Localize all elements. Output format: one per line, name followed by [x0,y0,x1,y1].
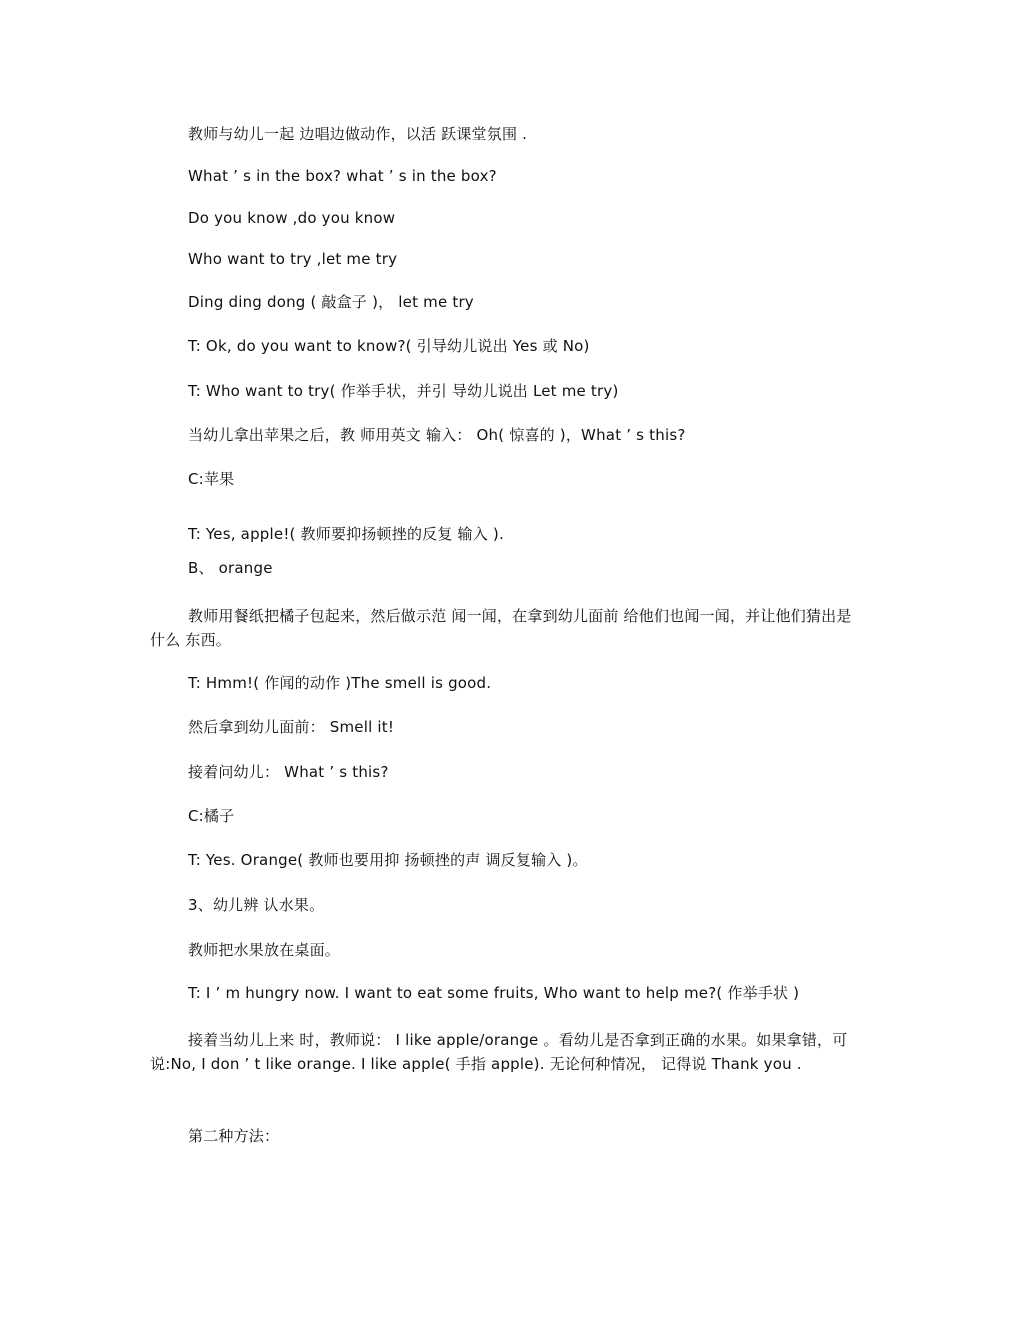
text-line: 接着问幼儿： What ’ s this? [188,763,389,781]
paragraph: 接着当幼儿上来 时，教师说： I like apple/orange 。看幼儿是否拿到正确的水果。如果拿错，可说:No, I don ’ t like orange. I like apple( 手指 apple). 无论何种情况， 记得说 Thank you . [150,1031,848,1073]
text-line: C:橘子 [188,807,235,825]
text-line: Ding ding dong ( 敲盒子 )， let me try [188,293,474,311]
text-line: Who want to try ,let me try [188,250,398,268]
text-line: T: Yes, apple!( 教师要抑扬顿挫的反复 输入 ). [188,525,504,543]
text-line: What ’ s in the box? what ’ s in the box? [188,167,497,185]
text-line: T: Ok, do you want to know?( 引导幼儿说出 Yes 或 No) [188,337,590,355]
text-line: 然后拿到幼儿面前： Smell it! [188,718,395,736]
section-heading: 3、幼儿辨 认水果。 [188,896,325,914]
text-line: Do you know ,do you know [188,209,396,227]
section-heading: 第二种方法： [188,1127,280,1145]
text-line: T: Who want to try( 作举手状，并引 导幼儿说出 Let me try) [188,382,619,400]
text-line: 当幼儿拿出苹果之后，教 师用英文 输入： Oh( 惊喜的 )，What ’ s this? [188,426,686,444]
text-line: T: Yes. Orange( 教师也要用抑 扬顿挫的声 调反复输入 )。 [188,851,588,869]
text-line: T: Hmm!( 作闻的动作 )The smell is good. [188,674,492,692]
section-heading: B、 orange [188,559,273,577]
paragraph: 教师用餐纸把橘子包起来，然后做示范 闻一闻，在拿到幼儿面前 给他们也闻一闻，并让他们猜出是什么 东西。 [150,607,852,649]
text-line: C:苹果 [188,470,235,488]
text-line: 教师与幼儿一起 边唱边做动作，以活 跃课堂氛围 . [188,125,528,143]
text-line: T: I ’ m hungry now. I want to eat some fruits, Who want to help me?( 作举手状 ) [188,984,800,1002]
text-line: 教师把水果放在桌面。 [188,941,341,959]
